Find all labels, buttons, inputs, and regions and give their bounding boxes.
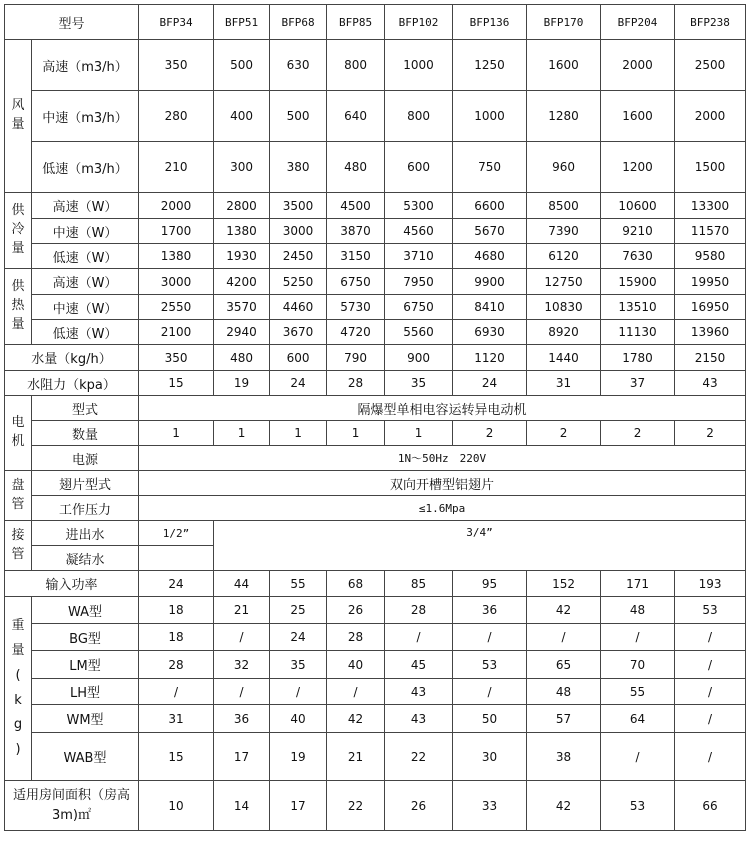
row-label: 电源 [32,446,139,471]
cell: 18 [139,597,214,624]
cell: 2450 [270,244,327,269]
cell: 14 [214,781,270,831]
row-label: 型式 [32,396,139,421]
row-label: WA型 [32,597,139,624]
cell: 630 [270,40,327,91]
cell: / [601,733,675,781]
cell: 8500 [527,193,601,219]
motor-count-row [5,421,746,446]
motor-group-label: 电 机 [5,396,32,471]
cell: 15 [139,371,214,396]
cell: / [601,624,675,651]
cell: 2 [453,421,527,446]
cell: 2100 [139,320,214,345]
row-label: LH型 [32,679,139,705]
cell: 2 [527,421,601,446]
cell: 36 [214,705,270,733]
cell: 26 [385,781,453,831]
cell: 6750 [327,269,385,295]
cell: 12750 [527,269,601,295]
cell: 24 [453,371,527,396]
coil-fin-value: 双向开槽型铝翅片 [139,471,746,496]
cell: 6120 [527,244,601,269]
cell: 2000 [601,40,675,91]
cell: 21 [214,597,270,624]
row-label: 高速（W） [32,193,139,219]
cell: 800 [385,91,453,142]
cell: 11570 [675,219,746,244]
cell: 640 [327,91,385,142]
cell: 2500 [675,40,746,91]
cell: 2 [601,421,675,446]
cell: 1500 [675,142,746,193]
cell: 9580 [675,244,746,269]
cell: 8410 [453,295,527,320]
model-header: BFP34 [139,5,214,40]
cell: 1700 [139,219,214,244]
coil-group-label: 盘 管 [5,471,32,521]
row-label: 中速（m3/h） [32,91,139,142]
cell: 21 [327,733,385,781]
cell: 40 [327,651,385,679]
cell: 800 [327,40,385,91]
heating-row [5,295,746,320]
cell: 45 [385,651,453,679]
cell: 10 [139,781,214,831]
cell: 43 [385,679,453,705]
cell: 25 [270,597,327,624]
cell: / [214,624,270,651]
cell: 5300 [385,193,453,219]
cell: 22 [327,781,385,831]
model-header: BFP102 [385,5,453,40]
coil-pressure-value: ≤1.6Mpa [139,496,746,521]
cell: / [453,624,527,651]
cell: 3710 [385,244,453,269]
cell: 4460 [270,295,327,320]
cell: 6750 [385,295,453,320]
cell: 1200 [601,142,675,193]
cell: 4560 [385,219,453,244]
input-power-row [5,571,746,597]
cell: 19 [270,733,327,781]
cell: 42 [327,705,385,733]
row-label: 水阻力（kpa） [5,371,139,396]
cell: 600 [270,345,327,371]
cell: 210 [139,142,214,193]
cell: / [139,679,214,705]
cell: 48 [601,597,675,624]
cell: 1 [214,421,270,446]
connection-inout-first: 1/2” [139,521,214,546]
cell: / [453,679,527,705]
cell: 22 [385,733,453,781]
model-header: BFP51 [214,5,270,40]
cell: 24 [270,624,327,651]
motor-type-value: 隔爆型单相电容运转异电动机 [139,396,746,421]
row-label: 水量（kg/h） [5,345,139,371]
cell: 350 [139,40,214,91]
cell: 5670 [453,219,527,244]
cell: / [675,651,746,679]
cell: 26 [327,597,385,624]
cell: / [214,679,270,705]
cell: 50 [453,705,527,733]
coil-fin-row [5,471,746,496]
row-label: 凝结水 [32,546,139,571]
cell: / [675,705,746,733]
cell: 7950 [385,269,453,295]
cell: 70 [601,651,675,679]
cell: 480 [327,142,385,193]
cell: 2940 [214,320,270,345]
motor-power-value: 1N～50Hz 220V [139,446,746,471]
cell: 10830 [527,295,601,320]
row-label: 低速（W） [32,244,139,269]
cell: 5730 [327,295,385,320]
cell: 2000 [675,91,746,142]
cell: 3500 [270,193,327,219]
cell: 4500 [327,193,385,219]
cell: 3670 [270,320,327,345]
cell: 13300 [675,193,746,219]
cell: 53 [675,597,746,624]
cooling-row [5,193,746,219]
motor-type-row [5,396,746,421]
cell: 790 [327,345,385,371]
cell: 5250 [270,269,327,295]
weight-row [5,597,746,624]
cell: 31 [527,371,601,396]
cell: 43 [675,371,746,396]
cell: 35 [270,651,327,679]
water-resistance-row [5,371,746,396]
model-header: BFP204 [601,5,675,40]
cell: 28 [327,371,385,396]
cell: 65 [527,651,601,679]
cell: 480 [214,345,270,371]
row-label: 工作压力 [32,496,139,521]
cell: 1440 [527,345,601,371]
row-label: 高速（W） [32,269,139,295]
coil-pressure-row [5,496,746,521]
cell: 1780 [601,345,675,371]
weight-group-label: 重 量 ( k g ) [5,597,32,781]
cell: 4200 [214,269,270,295]
water-flow-row [5,345,746,371]
cooling-row [5,219,746,244]
row-label: 低速（m3/h） [32,142,139,193]
cell: 44 [214,571,270,597]
cell: 31 [139,705,214,733]
cell: 3000 [270,219,327,244]
spec-table [4,4,746,831]
cell: 28 [385,597,453,624]
row-label: 翅片型式 [32,471,139,496]
cell: 500 [214,40,270,91]
cell: 400 [214,91,270,142]
cell: 55 [270,571,327,597]
airflow-row [5,142,746,193]
cell: 600 [385,142,453,193]
cell: 24 [270,371,327,396]
cell: 28 [139,651,214,679]
row-label: 中速（W） [32,219,139,244]
cell: 1600 [601,91,675,142]
cell: 53 [453,651,527,679]
cell: 55 [601,679,675,705]
cell: 32 [214,651,270,679]
cell: 193 [675,571,746,597]
cell: 4680 [453,244,527,269]
model-header: BFP85 [327,5,385,40]
cell: 43 [385,705,453,733]
row-label: 适用房间面积（房高 3m)㎡ [5,781,139,831]
cell: 36 [453,597,527,624]
header-row [5,5,746,40]
row-label: 低速（W） [32,320,139,345]
cell: 2800 [214,193,270,219]
cell: 1250 [453,40,527,91]
cell: 1 [327,421,385,446]
row-label: 数量 [32,421,139,446]
cell: 1280 [527,91,601,142]
cell: 2150 [675,345,746,371]
cell: 1380 [139,244,214,269]
cell: 64 [601,705,675,733]
cell: 24 [139,571,214,597]
cell: 2000 [139,193,214,219]
cell: 152 [527,571,601,597]
cell: 7390 [527,219,601,244]
row-label: 中速（W） [32,295,139,320]
cell: 3150 [327,244,385,269]
cell: 9210 [601,219,675,244]
cell: 2 [675,421,746,446]
cell: 33 [453,781,527,831]
cell: 10600 [601,193,675,219]
airflow-row [5,40,746,91]
cell: 68 [327,571,385,597]
cell: 1600 [527,40,601,91]
cell: 1930 [214,244,270,269]
cell: 18 [139,624,214,651]
cell: 19 [214,371,270,396]
cell: / [527,624,601,651]
row-label: 输入功率 [5,571,139,597]
cell: 6930 [453,320,527,345]
cell: 30 [453,733,527,781]
cell: 4720 [327,320,385,345]
airflow-row [5,91,746,142]
cell: 3870 [327,219,385,244]
cell: 350 [139,345,214,371]
cell: 85 [385,571,453,597]
row-label: WM型 [32,705,139,733]
room-area-row [5,781,746,831]
cell: 9900 [453,269,527,295]
cell: 1380 [214,219,270,244]
connection-inout-row [5,521,746,546]
weight-row [5,651,746,679]
cell: 1000 [385,40,453,91]
cell: 13510 [601,295,675,320]
cell: 28 [327,624,385,651]
cell: 40 [270,705,327,733]
cell: 960 [527,142,601,193]
row-label: 进出水 [32,521,139,546]
cell: 48 [527,679,601,705]
cell: 300 [214,142,270,193]
model-header: BFP170 [527,5,601,40]
row-label: LM型 [32,651,139,679]
cell: 66 [675,781,746,831]
cell: / [675,624,746,651]
cell: / [675,733,746,781]
weight-row [5,679,746,705]
cell: 171 [601,571,675,597]
weight-row [5,705,746,733]
airflow-group-label: 风 量 [5,40,32,193]
row-label: 高速（m3/h） [32,40,139,91]
row-label: WAB型 [32,733,139,781]
model-header: BFP136 [453,5,527,40]
cell: 7630 [601,244,675,269]
cell: 13960 [675,320,746,345]
cooling-group-label: 供 冷 量 [5,193,32,269]
cell: 1 [139,421,214,446]
header-title: 型号 [5,5,139,40]
cell: 900 [385,345,453,371]
heating-row [5,269,746,295]
cell: 42 [527,597,601,624]
cell: 16950 [675,295,746,320]
heating-row [5,320,746,345]
cell: 280 [139,91,214,142]
cell: 1000 [453,91,527,142]
row-label: BG型 [32,624,139,651]
cell: 38 [527,733,601,781]
cell: / [327,679,385,705]
cell: 750 [453,142,527,193]
cell: 500 [270,91,327,142]
cell: 6600 [453,193,527,219]
cell: 1 [270,421,327,446]
cell: 2550 [139,295,214,320]
cell: 5560 [385,320,453,345]
cell-empty [139,546,214,571]
cell: 17 [214,733,270,781]
cooling-row [5,244,746,269]
cell: 42 [527,781,601,831]
cell: 3000 [139,269,214,295]
weight-row [5,624,746,651]
cell: 3570 [214,295,270,320]
cell: 1120 [453,345,527,371]
cell: / [385,624,453,651]
cell: 11130 [601,320,675,345]
cell: 1 [385,421,453,446]
connection-inout-rest: 3/4” [214,521,746,571]
cell: 37 [601,371,675,396]
connection-group-label: 接 管 [5,521,32,571]
cell: 57 [527,705,601,733]
cell: 8920 [527,320,601,345]
motor-power-row [5,446,746,471]
cell: 380 [270,142,327,193]
cell: 17 [270,781,327,831]
cell: / [675,679,746,705]
cell: 95 [453,571,527,597]
weight-row [5,733,746,781]
heating-group-label: 供 热 量 [5,269,32,345]
cell: 15 [139,733,214,781]
cell: 19950 [675,269,746,295]
cell: 35 [385,371,453,396]
model-header: BFP68 [270,5,327,40]
model-header: BFP238 [675,5,746,40]
cell: 15900 [601,269,675,295]
cell: 53 [601,781,675,831]
cell: / [270,679,327,705]
